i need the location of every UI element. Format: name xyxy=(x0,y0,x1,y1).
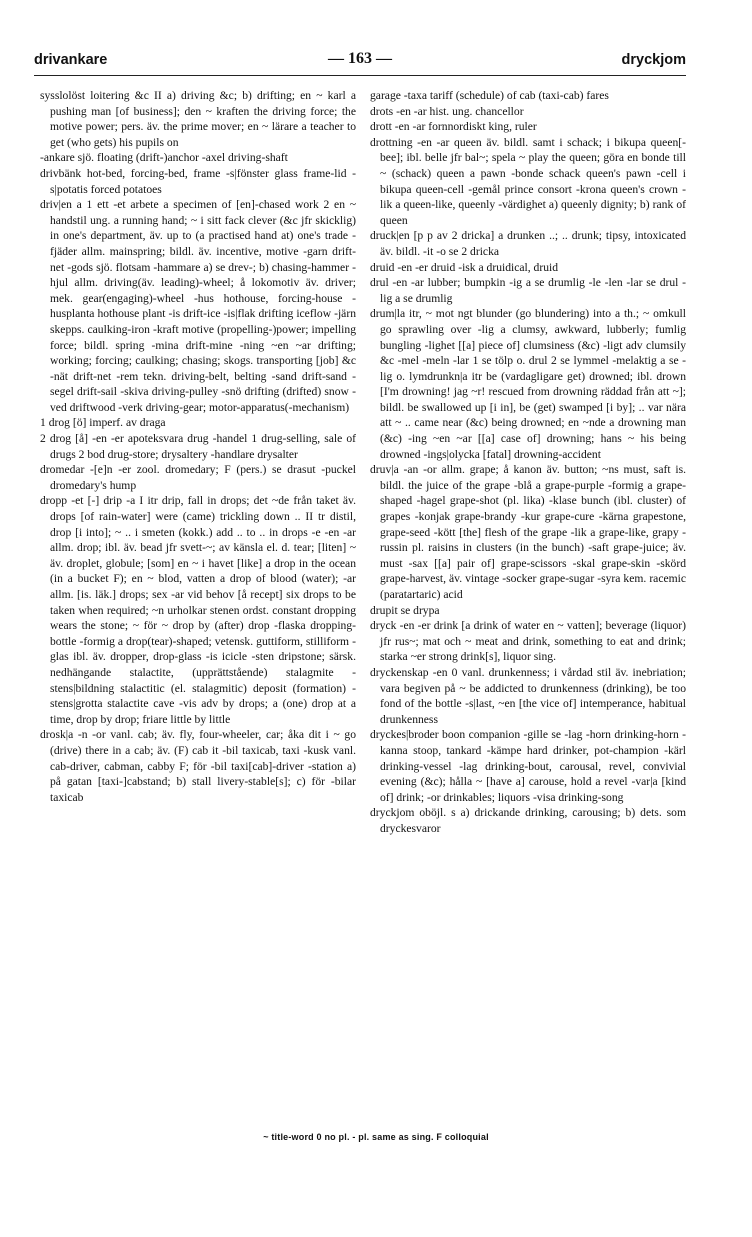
dictionary-entry: drul -en -ar lubber; bumpkin -ig a se drumlig -le -len -lar se drul -lig a se drumlig xyxy=(370,276,686,305)
dictionary-entry: drum|la itr, ~ mot ngt blunder (go blundering) into a th.; ~ omkull go sprawling over -lig a clumsy, awkward, lubberly; fumlig bungling -lighet [[a] piece of] clumsiness (&c) -ligt adv clumsily &c -mel -meln -lar 1 se tölp o. drul 2 se lymmel -melaktig a se -lig o. lymdrunkn|a itr be (vardagligare get) drowned; ibl. drown [I'm drowning! jag ~r! rescued from drowning räddad från att ~]; bildl. be swallowed up [i in], be (get) swamped [i by]; .. var nära att ~ .. came near (&c) being drowned; en ~nde a drowning man (&c) -ing ~en ~ar [[a] case of] drowning; hans ~ his being drowned -ings|olycka [fatal] drowning-accident xyxy=(370,307,686,461)
abbreviation-key-footer: ~ title-word 0 no pl. - pl. same as sing. F colloquial xyxy=(263,1132,489,1142)
dictionary-entry: dryck -en -er drink [a drink of water en ~ vatten]; beverage (liquor) jfr rus~; mat och ~ meat and drink, something to eat and drink; starka ~er strong drink[s], liquor sing. xyxy=(370,619,686,664)
dictionary-entry: druid -en -er druid -isk a druidical, druid xyxy=(370,260,559,274)
dictionary-entry: 1 drog [ö] imperf. av draga xyxy=(40,416,166,430)
header-rule xyxy=(34,75,686,76)
dictionary-entry: dryckenskap -en 0 vanl. drunkenness; i vårdad stil äv. inebriation; vara begiven på ~ be addicted to drunkenness (drinking), be too fond of the bottle -s|last, ~en [the vice of] intemperance, habitual drunkenness xyxy=(370,665,686,726)
dictionary-entry: dromedar -[e]n -er zool. dromedary; F (pers.) se drasut -puckel dromedary's hump xyxy=(40,463,356,492)
dictionary-entry: sysslolöst loitering &c II a) driving &c; b) drifting; en ~ karl a pushing man [of business]; den ~ kraften the driving force; the motive power; pers. äv. the prime mover; en ~ lärare a teacher to get (who gets) his pupils on xyxy=(40,89,356,149)
dictionary-entry: drott -en -ar fornnordiskt king, ruler xyxy=(370,120,537,134)
dictionary-entry: drupit se drypa xyxy=(370,603,440,617)
dictionary-entry: drosk|a -n -or vanl. cab; äv. fly, four-wheeler, car; åka dit i ~ go (drive) there in a cab; äv. (F) cab it -bil taxicab, taxi -kusk vanl. cab-driver, cabman, cabby F; för -bil taxi[cab]-driver -station a) på gatan [taxi-]cabstand; b) stall livery-stable[s]; c) för -bilar taxicab xyxy=(40,728,356,804)
header-left-guideword: drivankare xyxy=(34,52,108,68)
right-column xyxy=(370,88,686,1008)
dictionary-entry: druv|a -an -or allm. grape; å kanon äv. button; ~ns must, saft is. bildl. the juice of the grape -blå a grape-purple -formig a grape-shaped -hagel grape-shot (pl. lika) -klase bunch (ibl. cluster) of grapes -konjak grape-brandy -kur grape-cure -kärna grapestone, grape-seed -kött [the] flesh of the grape -lik a grape-like, grapy -russin pl. raisins in clusters (in the bunch) -saft grape-juice; äv. must -sax [[a] pair of] grape-scissors -skal grape-skin -skörd grape-harvest, äv. vintage -socker grape-sugar -syra kem. racemic (paratartaric) acid xyxy=(370,463,686,601)
dictionary-entry: drottning -en -ar queen äv. bildl. samt i schack; i bikupa queen[-bee]; ibl. belle jfr bal~; spela ~ play the queen; göra en bonde till ~ (schack) queen a pawn -bonde schack queen's pawn -cell i bikupa queen-cell -gemål prince consort -krona queen's crown -lik a queen-like, queenly -värdighet a) queenly dignity; b) rank of queen xyxy=(370,135,686,227)
dictionary-entry: driv|en a 1 ett -et arbete a specimen of [en]-chased work 2 en ~ handstil ung. a running hand; ~ i sitt fack clever (&c jfr skicklig) in one's department, äv. up to (a practised hand at) one's trade -fjäder allm. mainspring; bildl. äv. incentive, motive -garn drift-net -gods sjö. flotsam -hammare a) se drev-; b) chasing-hammer -hjul allm. driving(äv. leading)-wheel; å lokomotiv äv. driver; mek. gear(engaging)-wheel -hus hothouse, forcing-house -husplanta hothouse plant -is drift-ice -is|flak drifting iceflow -järn skepps. caulking-iron -kraft motive (propelling-)power; impelling force; bildl. spring -mina drift-mine -ning ~en ~ar drifting; working; forcing; caulking; chasing; skogs. transporting [job] &c -nät drift-net -rem tekn. driving-belt, belting -sand drift-sand -segel drift-sail -skiva driving-pulley -snö drifting (drifted) snow -ved driftwood -verk driving-gear; motor-apparatus(-mechanism) xyxy=(40,198,356,414)
page-header xyxy=(34,50,686,72)
dictionary-entry: -ankare sjö. floating (drift-)anchor -axel driving-shaft xyxy=(40,151,288,165)
dictionary-entry: dryckjom oböjl. s a) drickande drinking, carousing; b) dets. som dryckesvaror xyxy=(370,806,686,835)
dictionary-entry: drivbänk hot-bed, forcing-bed, frame -s|fönster glass frame-lid -s|potatis forced potatoes xyxy=(40,166,356,196)
dictionary-entry: drots -en -ar hist. ung. chancellor xyxy=(370,104,524,118)
dictionary-entry: 2 drog [å] -en -er apoteksvara drug -handel 1 drug-selling, sale of drugs 2 bod drug-store; drysaltery -handlare drysalter xyxy=(40,432,356,461)
dictionary-entry: dryckes|broder boon companion -gille se -lag -horn drinking-horn -kanna stoop, tankard -kämpe hard drinker, pot-champion -kärl drinking-vessel -lag drinking-bout, carousal, revel, convivial evening (&c); hålla ~ [have a] carouse, hold a revel -var|a [kind of] drink; -or drinkables; liquors -visa drinking-song xyxy=(370,728,686,804)
left-column xyxy=(40,88,356,1068)
dictionary-entry: garage -taxa tariff (schedule) of cab (taxi-cab) fares xyxy=(370,89,609,102)
dictionary-entry: dropp -et [-] drip -a I itr drip, fall in drops; det ~de från taket äv. drops [of rain-water] were (came) trickling down .. II tr distil, drop [i into]; ~ .. i smeten (kokk.) add .. to .. in drops -e -en -ar allm. drop; ibl. äv. bead jfr svett-~; av känsla el. d. tear; [liten] ~ äv. droplet, globule; [som] en ~ i havet [like] a drop in the ocean (in a bucket F); en ~ blod, vatten a drop of blood (water); -ar allm. [is. läk.] drops; sex -ar vid behov [å recept] six drops to be taken when required; ~n urholkar stenen ordst. constant dropping wears the stone; ~ för ~ drop by (after) drop -flaska dropping-bottle -formig a drop(tear)-shaped; vetensk. guttiform, stilliform -glas ibl. äv. dropper, drop-glass -is icicle -sten dripstone; särsk. nedhängande stalactite, (upprättstående) stalagmite -stens|bildning stalactitic (el. stalagmitic) deposit (formation) -stens|grotta stalactite cave -vis adv by drops; a (one) drop at a time, drop by drop; friare little by little xyxy=(40,494,356,726)
header-right-guideword: dryckjom xyxy=(621,52,686,68)
page-number: — 163 — xyxy=(328,50,392,67)
dictionary-entry: druck|en [p p av 2 dricka] a drunken ..; .. drunk; tipsy, intoxicated äv. bildl. -it -o se 2 dricka xyxy=(370,229,686,258)
